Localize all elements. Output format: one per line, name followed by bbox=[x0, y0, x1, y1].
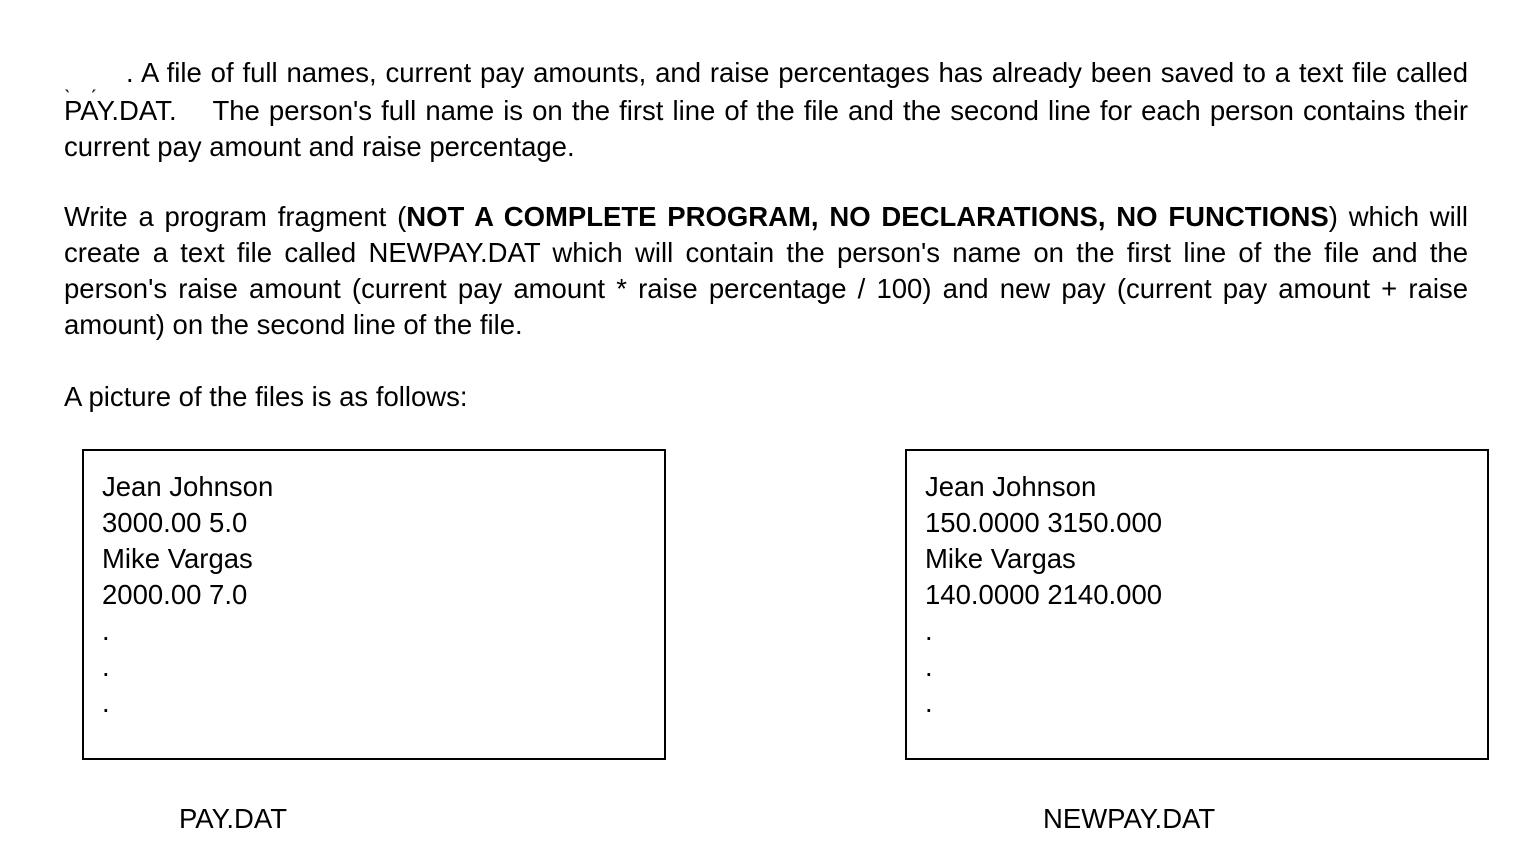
pay-continuation-dot: . bbox=[102, 615, 110, 646]
picture-intro: A picture of the files is as follows: bbox=[64, 381, 468, 412]
newpay-line-values-2: 140.0000 2140.000 bbox=[925, 579, 1163, 610]
pay-line-values-1: 3000.00 5.0 bbox=[102, 507, 248, 538]
pay-line-values-2: 2000.00 7.0 bbox=[102, 579, 248, 610]
newpay-continuation-dot: . bbox=[925, 651, 933, 682]
newpay-continuation-dot: . bbox=[925, 687, 933, 718]
newpay-line-values-1: 150.0000 3150.000 bbox=[925, 507, 1163, 538]
instruction-text-end: ) which will create a text file called NEWPAY.DAT which will contain the person's name on the first line of the file and the person's raise amount (current pay amount * raise percentage / 100) and new pay (current pay amount + raise amount) on the second line of the file. bbox=[64, 201, 1468, 340]
pay-line-name-1: Jean Johnson bbox=[102, 471, 274, 502]
newpay-line-name-1: Jean Johnson bbox=[925, 471, 1097, 502]
newpay-file-caption: NEWPAY.DAT bbox=[1043, 803, 1216, 834]
pay-continuation-dot: . bbox=[102, 651, 110, 682]
pay-line-name-2: Mike Vargas bbox=[102, 543, 253, 574]
instruction-emphasis: NOT A COMPLETE PROGRAM, NO DECLARATIONS, NO FUNCTIONS bbox=[406, 201, 1329, 232]
pay-file-box bbox=[82, 449, 666, 760]
pay-file-caption: PAY.DAT bbox=[179, 803, 287, 834]
newpay-file-box bbox=[905, 449, 1489, 760]
instruction-paragraph bbox=[64, 199, 1468, 343]
intro-text: . A file of full names, current pay amounts, and raise percentages has already been saved to a text file called PAY.DAT. The person's full name is on the first line of the file and the second line for each person contains their current pay amount and raise percentage. bbox=[64, 57, 1468, 162]
newpay-line-name-2: Mike Vargas bbox=[925, 543, 1076, 574]
intro-paragraph bbox=[64, 55, 1468, 165]
instruction-text-start: Write a program fragment ( bbox=[64, 201, 407, 232]
newpay-continuation-dot: . bbox=[925, 615, 933, 646]
pay-continuation-dot: . bbox=[102, 687, 110, 718]
stray-marks: ˎ ˏ bbox=[64, 68, 103, 93]
